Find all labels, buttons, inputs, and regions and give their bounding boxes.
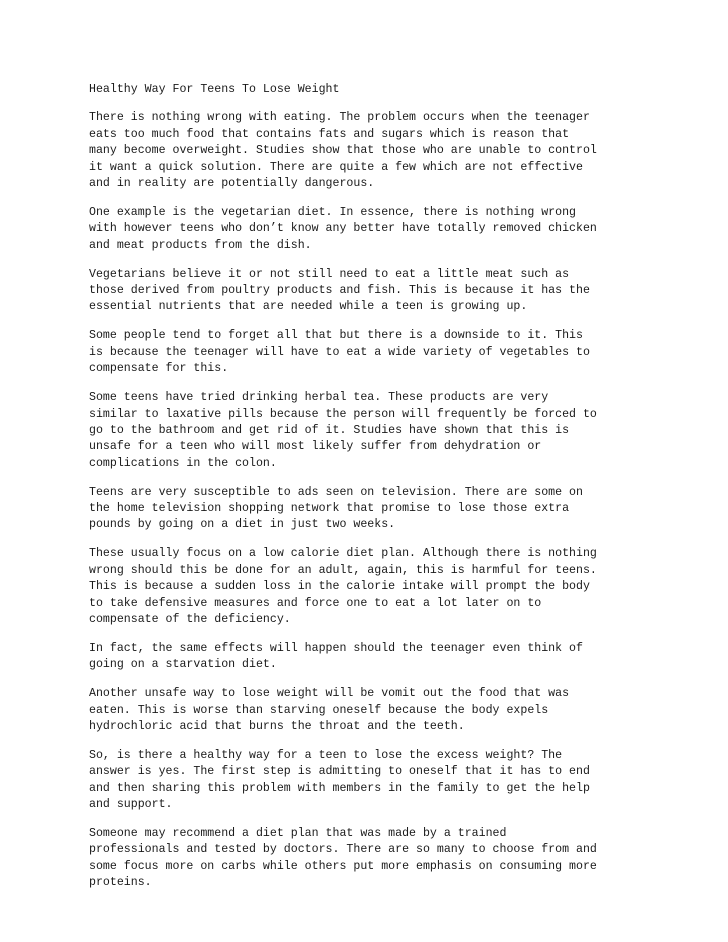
paragraph-line: Teens are very susceptible to ads seen on television. There are some on [89,485,583,499]
paragraph-line: to take defensive measures and force one to eat a lot later on to [89,596,542,610]
paragraph [89,205,649,254]
paragraph-line: In fact, the same effects will happen should the teenager even think of [89,641,583,655]
paragraph-line: compensate of the deficiency. [89,612,291,626]
paragraph-line: This is because a sudden loss in the calorie intake will prompt the body [89,580,590,594]
paragraph-line: is because the teenager will have to eat a wide variety of vegetables to [89,345,590,359]
paragraph [89,641,649,674]
paragraph-line: and in reality are potentially dangerous. [89,177,375,191]
paragraph-line: wrong should this be done for an adult, again, this is harmful for teens. [89,563,597,577]
paragraph-line: the home television shopping network that promise to lose those extra [89,502,570,516]
paragraph-line: with however teens who don’t know any better have totally removed chicken [89,222,597,236]
paragraph-line: those derived from poultry products and fish. This is because it has the [89,284,590,298]
paragraph-line: hydrochloric acid that burns the throat and the teeth. [89,720,465,733]
paragraph [89,110,649,192]
paragraph-line: similar to laxative pills because the person will frequently be forced to [89,407,597,421]
paragraph [89,748,649,814]
paragraph-line: it want a quick solution. There are quite a few which are not effective [89,160,583,174]
paragraph [89,328,649,377]
document-title: Healthy Way For Teens To Lose Weight [89,83,340,96]
paragraph [89,267,649,316]
paragraph [89,485,649,534]
paragraph-line: essential nutrients that are needed while a teen is growing up. [89,300,528,314]
document-body [89,82,649,904]
paragraph-line: many become overweight. Studies show that those who are unable to control [89,144,597,158]
paragraph-line: Some people tend to forget all that but there is a downside to it. This [89,329,583,343]
paragraph-line: and support. [89,798,173,812]
paragraph-line: So, is there a healthy way for a teen to lose the excess weight? The [89,748,563,762]
paragraph-line: One example is the vegetarian diet. In essence, there is nothing wrong [89,205,577,219]
paragraph-line: some focus more on carbs while others put more emphasis on consuming more [89,859,597,873]
paragraph [89,546,649,628]
paragraph-line: Some teens have tried drinking herbal tea. These products are very [89,391,549,405]
paragraph-line: compensate for this. [89,362,229,376]
paragraph-line: There is nothing wrong with eating. The problem occurs when the teenager [89,111,590,125]
paragraph-line: proteins. [89,876,152,890]
paragraph [89,390,649,472]
paragraph-line: and meat products from the dish. [89,238,312,252]
paragraph-line: professionals and tested by doctors. There are so many to choose from and [89,843,597,857]
paragraph [89,686,649,735]
paragraph-line: going on a starvation diet. [89,658,277,672]
paragraph-line: pounds by going on a diet in just two weeks. [89,518,396,532]
paragraph-line: Vegetarians believe it or not still need to eat a little meat such as [89,267,570,281]
paragraph-line: eaten. This is worse than starving oneself because the body expels [89,703,549,717]
paragraph [89,826,649,892]
paragraph-line: Another unsafe way to lose weight will be vomit out the food that was [89,687,570,701]
paragraph-line: eats too much food that contains fats and sugars which is reason that [89,127,570,141]
paragraph-list [89,110,649,891]
paragraph-line: Someone may recommend a diet plan that was made by a trained [89,827,507,841]
paragraph-line: and then sharing this problem with members in the family to get the help [89,781,590,795]
paragraph-line: complications in the colon. [89,456,277,470]
paragraph-line: These usually focus on a low calorie diet plan. Although there is nothing [89,547,597,561]
paragraph-line: go to the bathroom and get rid of it. Studies have shown that this is [89,423,570,437]
paragraph-line: unsafe for a teen who will most likely suffer from dehydration or [89,440,542,454]
paragraph-line: answer is yes. The first step is admitting to oneself that it has to end [89,765,590,779]
